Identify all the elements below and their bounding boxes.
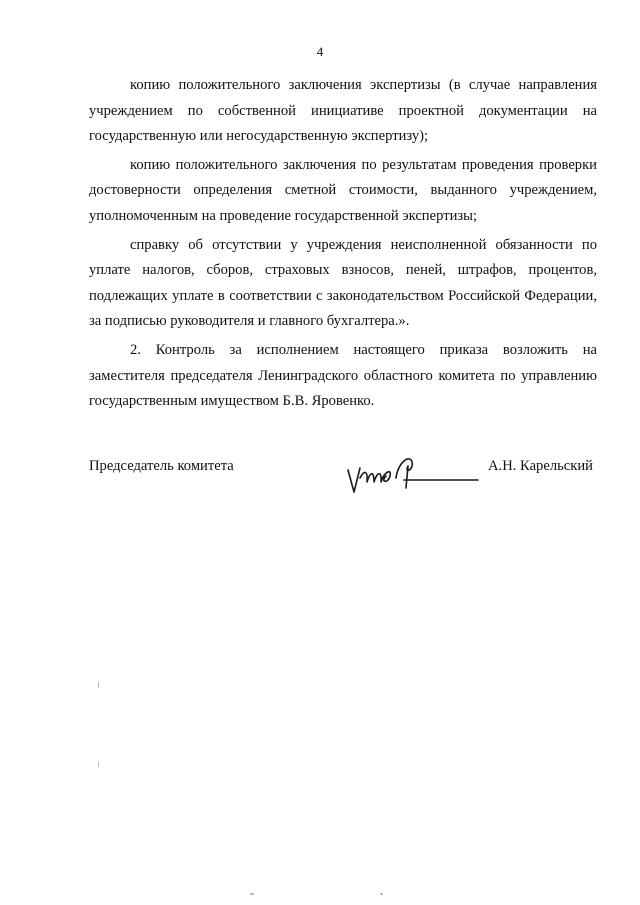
paragraph-control-clause: 2. Контроль за исполнением настоящего приказа возложить на заместителя председателя Ленинградского областного комитета по управлению государственным имуществом Б.В. Яровенко. [89,341,597,410]
signatory-name: А.Н. Карельский [488,458,593,474]
paragraph-cost-check-copy: копию положительного заключения по результатам проведения проверки достоверности определения сметной стоимости, выданного учреждением, уполномоченным на проведение государственной экспертизы; [89,156,597,224]
handwritten-signature [340,448,480,504]
page-number: 4 [316,44,324,59]
document-body [89,73,597,418]
paragraph-expertise-copy: копию положительного заключения экспертизы (в случае направления учреждением по собственной инициативе проектной документации на государственную или негосударственную экспертизу); [89,77,597,145]
scan-speck [98,762,99,767]
paragraph-tax-certificate: справку об отсутствии у учреждения неисполненной обязанности по уплате налогов, сборов, страховых взносов, пеней, штрафов, процентов, подлежащих уплате в соответствии с законодательством Российской Федерации, за подписью руководителя и главного бухгалтера.». [89,236,597,330]
scan-speck [98,682,99,688]
scan-speck [380,893,383,895]
signatory-title: Председатель комитета [89,458,234,474]
scan-speck [250,893,254,895]
